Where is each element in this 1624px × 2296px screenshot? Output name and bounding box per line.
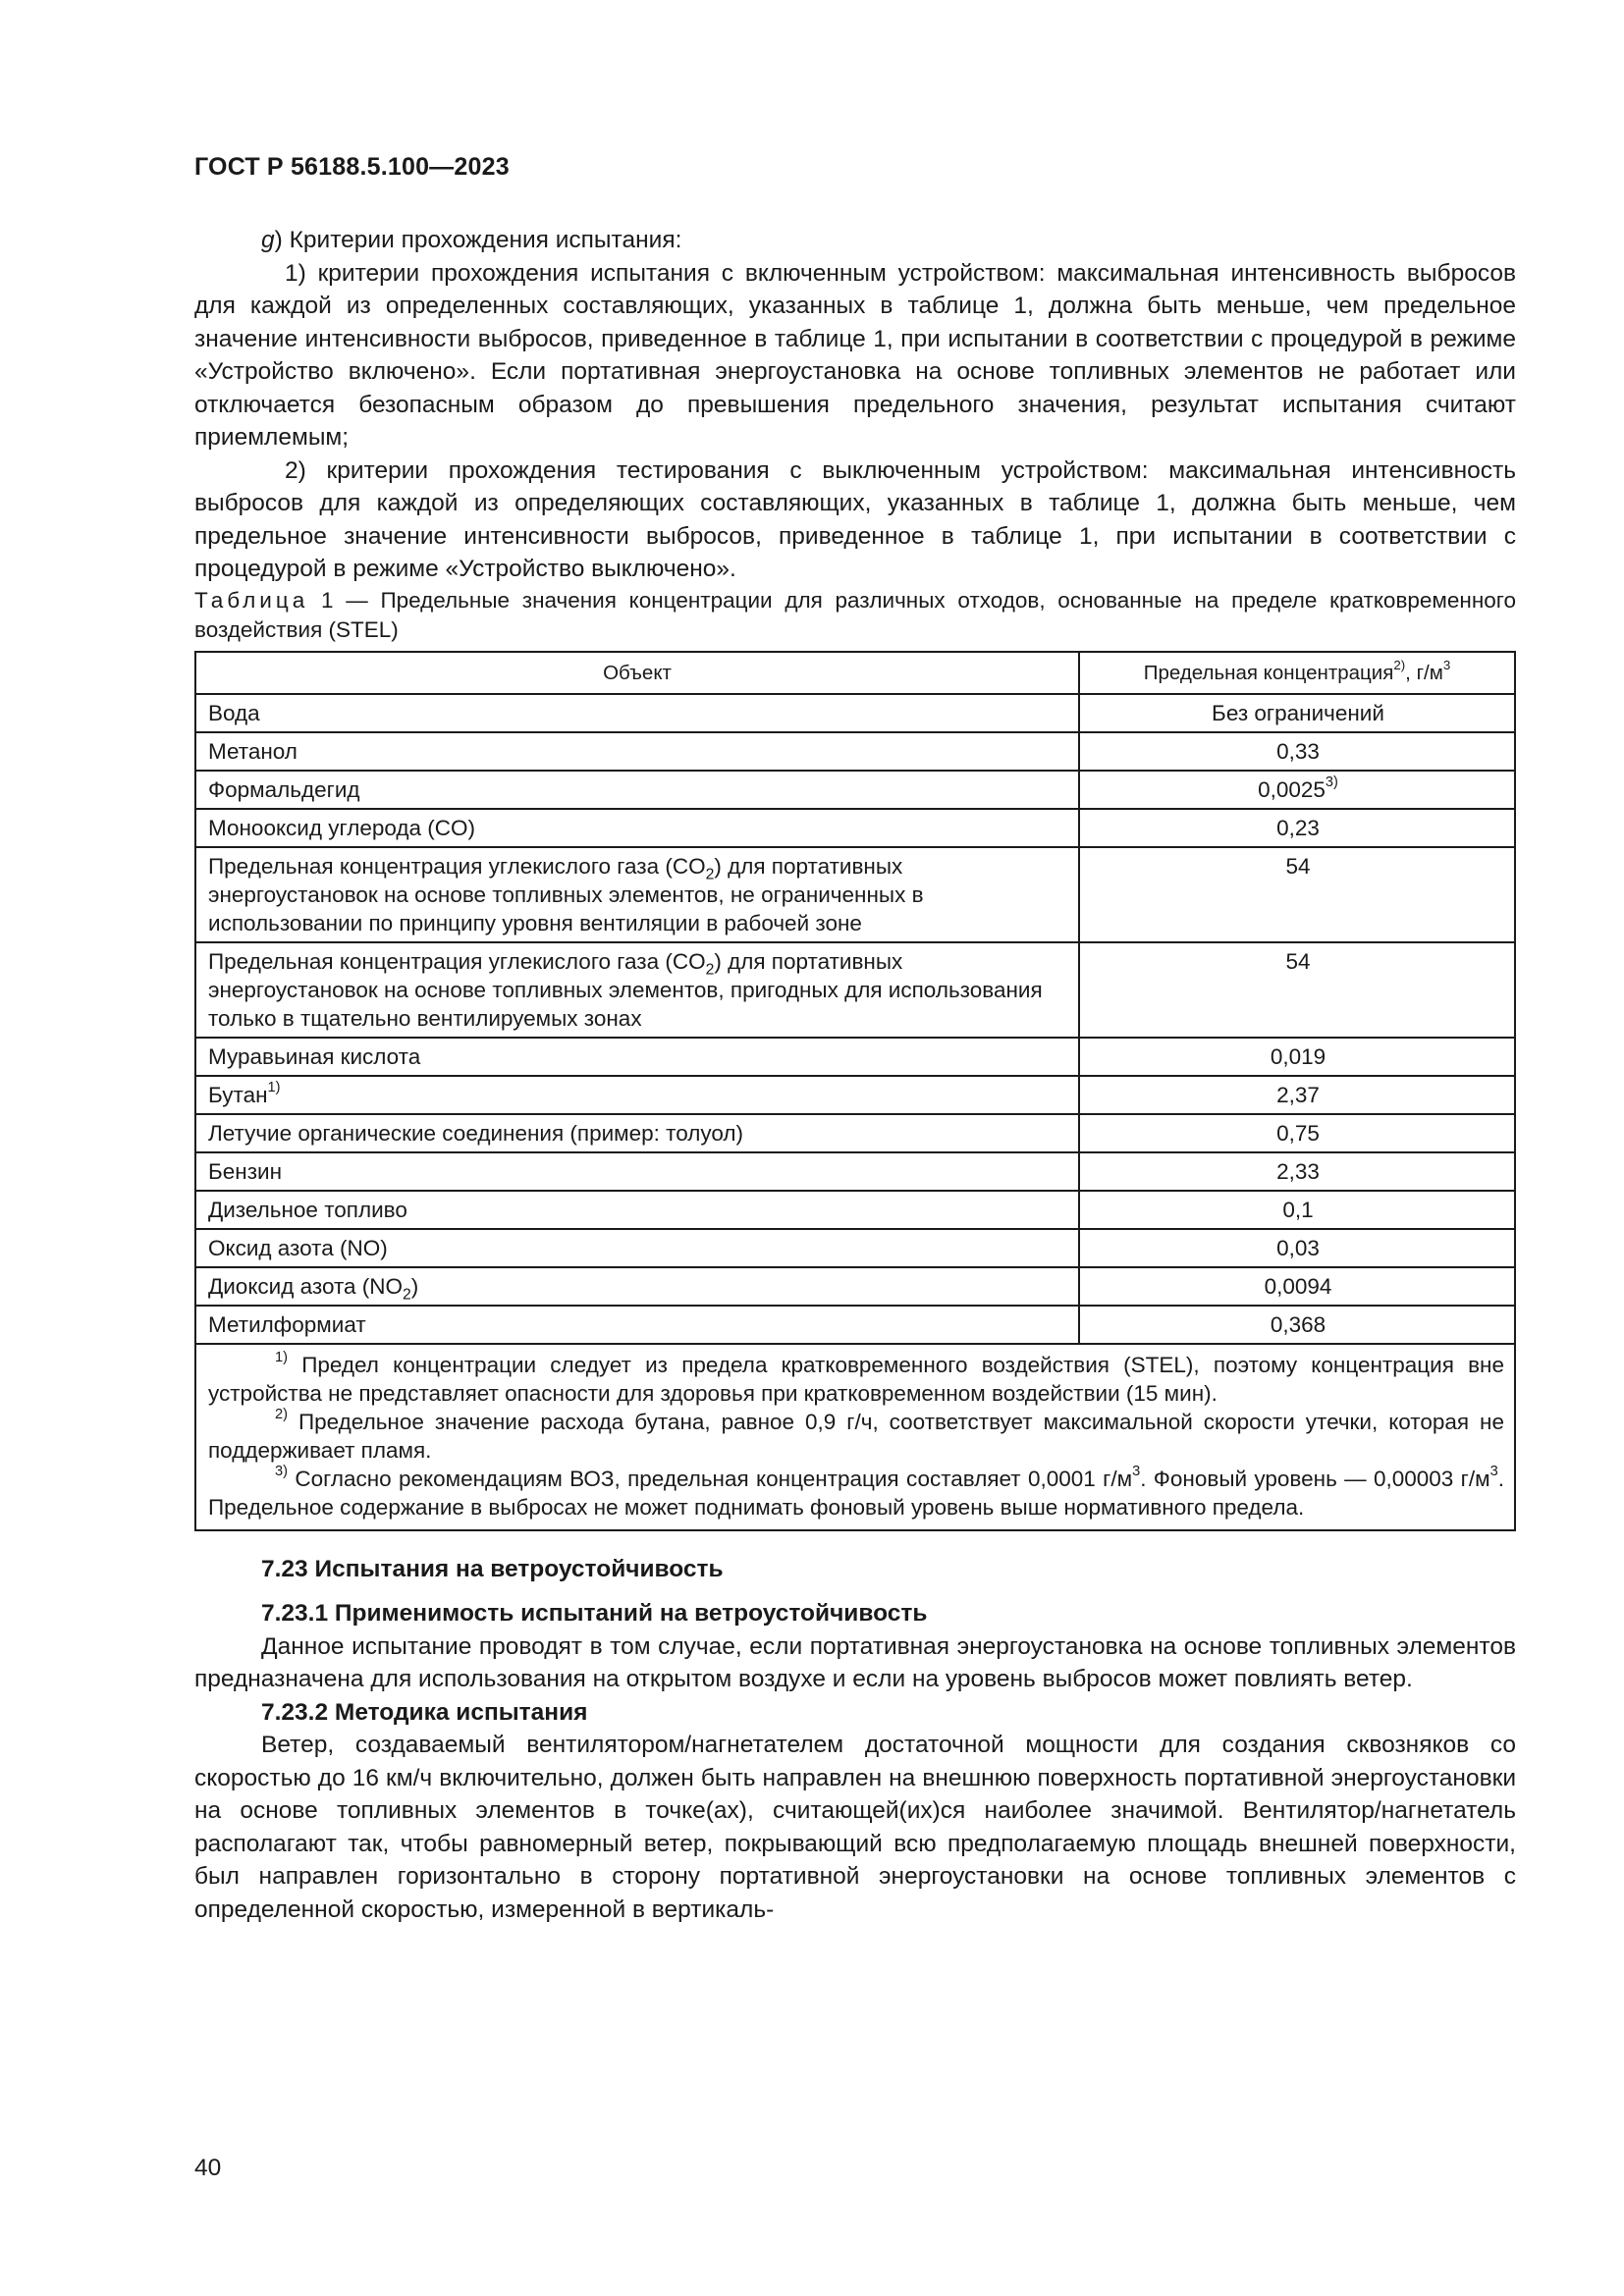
section-title: 7.23 Испытания на ветроустойчивость: [261, 1555, 724, 1582]
value-cell: 0,0094: [1079, 1267, 1515, 1306]
object-text: Предельная концентрация углекислого газа (CO: [208, 948, 706, 974]
table-row: [195, 1114, 1515, 1152]
subsection-text-2: Ветер, создаваемый вентилятором/нагнетателем достаточной мощности для создания сквозняков со скоростью до 16 км/ч включительно, должен быть направлен на внешнюю поверхность портативной энергоустановки на основе топливных элементов в точке(ах), считающей(их)ся наиболее значимой. Вентилятор/нагнетатель располагают так, чтобы равномерный ветер, покрывающий всю предполагаемую площадь внешней поверхности, был направлен горизонтально в сторону портативной энергоустановки на основе топливных элементов с определенной скоростью, измеренной в вертикаль-: [194, 1732, 1516, 1923]
table-caption-text: 1 — Предельные значения концентрации для различных отходов, основанные на пределе кратковременного воздействия (STEL): [194, 587, 1516, 642]
column-header-limit-footnote: 2): [1393, 657, 1406, 672]
table-row: [195, 847, 1515, 942]
value-cell: 0,23: [1079, 809, 1515, 847]
note-mark: 1): [275, 1350, 288, 1365]
note-text: Согласно рекомендациям ВОЗ, предельная концентрация составляет 0,0001 г/м: [288, 1466, 1133, 1491]
object-cell: Метилформиат: [195, 1306, 1079, 1344]
table-row: [195, 1267, 1515, 1306]
object-cell: [195, 1076, 1079, 1114]
table-row: [195, 1229, 1515, 1267]
subsection-title-2: 7.23.2 Методика испытания: [261, 1698, 588, 1726]
table-row: [195, 1306, 1515, 1344]
value-cell: 0,368: [1079, 1306, 1515, 1344]
document-header: ГОСТ Р 56188.5.100—2023: [194, 153, 510, 181]
value-cell: 0,019: [1079, 1038, 1515, 1076]
page-number: 40: [194, 2155, 222, 2181]
table-note-1: [208, 1351, 1504, 1408]
object-cell: Метанол: [195, 732, 1079, 771]
note-text: Предельное значение расхода бутана, равное 0,9 г/ч, соответствует максимальной скорости утечки, которая не поддерживает пламя.: [208, 1409, 1504, 1463]
object-cell: Монооксид углерода (CO): [195, 809, 1079, 847]
subsection-text-1: Данное испытание проводят в том случае, если портативная энергоустановка на основе топливных элементов предназначена для использования на открытом воздухе и если на уровень выбросов может повлиять ветер.: [194, 1632, 1516, 1692]
object-text: Предельная концентрация углекислого газа (CO: [208, 853, 706, 879]
subscript: 2: [403, 1286, 411, 1303]
unit-exponent: 3: [1132, 1464, 1141, 1479]
value-cell: Без ограничений: [1079, 694, 1515, 732]
subsection-title-1: 7.23.1 Применимость испытаний на ветроустойчивость: [261, 1600, 928, 1627]
table-note-3: [208, 1465, 1504, 1522]
page-content: [194, 224, 1516, 1926]
object-cell: Оксид азота (NO): [195, 1229, 1079, 1267]
object-cell: Формальдегид: [195, 771, 1079, 809]
subscript: 2: [705, 866, 715, 882]
object-cell: Муравьиная кислота: [195, 1038, 1079, 1076]
table-header-row: [195, 652, 1515, 694]
table-row: [195, 809, 1515, 847]
criteria-item-2: 2) критерии прохождения тестирования с выключенным устройством: максимальная интенсивность выбросов для каждой из определяющих составляющих, указанных в таблице 1, должна быть меньше, чем предельное значение интенсивности выбросов, приведенное в таблице 1, при испытании в соответствии с процедурой в режиме «Устройство выключено».: [194, 456, 1516, 582]
note-mark: 3): [275, 1464, 288, 1479]
table-row: [195, 771, 1515, 809]
object-cell: [195, 942, 1079, 1038]
table-row: [195, 1152, 1515, 1191]
column-header-limit-unit: , г/м: [1405, 661, 1443, 684]
table-row: [195, 942, 1515, 1038]
object-cell: Вода: [195, 694, 1079, 732]
table-row: [195, 1038, 1515, 1076]
value-cell: 0,75: [1079, 1114, 1515, 1152]
criteria-item-1: 1) критерии прохождения испытания с включенным устройством: максимальная интенсивность выбросов для каждой из определенных составляющих, указанных в таблице 1, должна быть меньше, чем предельное значение интенсивности выбросов, приведенное в таблице 1, при испытании в соответствии с процедурой в режиме «Устройство включено». Если портативная энергоустановка на основе топливных элементов не работает или отключается безопасным образом до превышения предельного значения, результат испытания считают приемлемым;: [194, 259, 1516, 451]
object-text-continued: ): [410, 1273, 419, 1299]
value-cell: 0,1: [1079, 1191, 1515, 1229]
object-text: Диоксид азота (NO: [208, 1273, 404, 1299]
table-row: [195, 694, 1515, 732]
object-text-continued: ) для портативных энергоустановок на основе топливных элементов, пригодных для использования только в тщательно вентилируемых зонах: [208, 948, 1043, 1031]
criteria-heading: [194, 224, 1516, 257]
criteria-letter: g: [261, 227, 275, 253]
limits-table: [194, 651, 1516, 1531]
value-cell: 0,33: [1079, 732, 1515, 771]
table-row: [195, 1191, 1515, 1229]
table-row: [195, 732, 1515, 771]
table-notes-row: [195, 1344, 1515, 1530]
object-cell: [195, 1267, 1079, 1306]
table-note-2: [208, 1408, 1504, 1465]
subscript: 2: [705, 961, 715, 978]
footnote-ref: 3): [1325, 774, 1338, 790]
object-cell: Летучие органические соединения (пример: толуол): [195, 1114, 1079, 1152]
value-cell: 54: [1079, 847, 1515, 942]
note-text: Предел концентрации следует из предела кратковременного воздействия (STEL), поэтому концентрация вне устройства не представляет опасности для здоровья при кратковременном воздействии (15 мин).: [208, 1352, 1504, 1406]
table-row: [195, 1076, 1515, 1114]
column-header-object: Объект: [195, 652, 1079, 694]
value-cell: [1079, 771, 1515, 809]
column-header-limit-label: Предельная концентрация: [1143, 661, 1394, 684]
object-text-continued: ) для портативных энергоустановок на основе топливных элементов, не ограниченных в использовании по принципу уровня вентиляции в рабочей зоне: [208, 853, 924, 935]
object-cell: Бензин: [195, 1152, 1079, 1191]
table-notes: [195, 1344, 1515, 1530]
note-mark: 2): [275, 1407, 288, 1422]
value-text: 0,0025: [1258, 776, 1326, 802]
value-cell: 0,03: [1079, 1229, 1515, 1267]
unit-exponent: 3: [1489, 1464, 1498, 1479]
column-header-limit-unit-exp: 3: [1442, 657, 1451, 672]
table-caption: [194, 586, 1516, 645]
footnote-ref: 1): [267, 1080, 281, 1095]
note-text-end: . Предельное содержание в выбросах не может поднимать фоновый уровень выше нормативного предела.: [208, 1466, 1504, 1520]
criteria-intro: ) Критерии прохождения испытания:: [274, 227, 682, 253]
column-header-limit: [1079, 652, 1515, 694]
value-cell: 54: [1079, 942, 1515, 1038]
object-cell: [195, 847, 1079, 942]
object-text: Бутан: [208, 1082, 268, 1107]
note-text-continued: . Фоновый уровень — 0,00003 г/м: [1140, 1466, 1490, 1491]
object-cell: Дизельное топливо: [195, 1191, 1079, 1229]
table-caption-label: Таблица: [194, 587, 309, 613]
value-cell: 2,33: [1079, 1152, 1515, 1191]
value-cell: 2,37: [1079, 1076, 1515, 1114]
